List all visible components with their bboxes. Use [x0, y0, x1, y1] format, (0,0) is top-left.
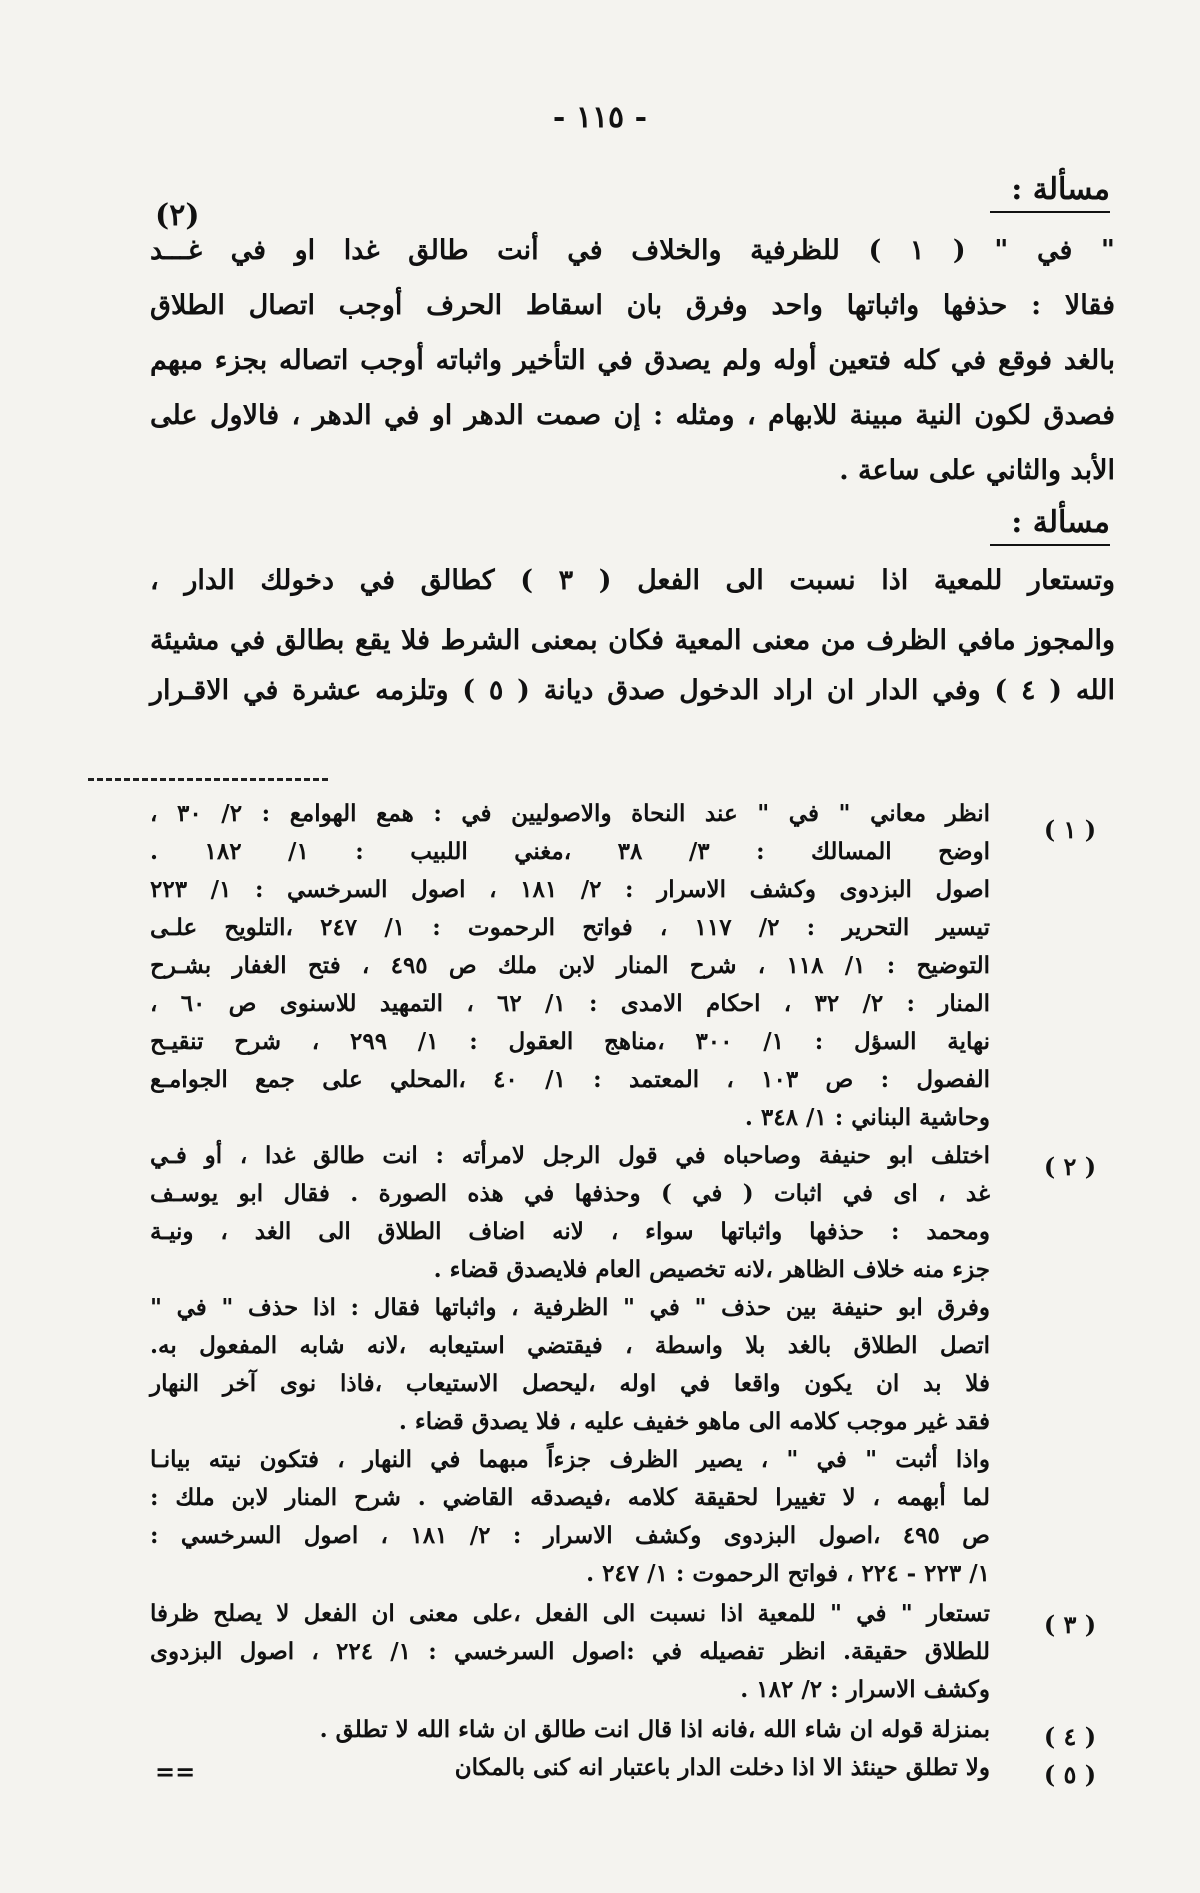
- footnote-line: ولا تطلق حينئذ الا اذا دخلت الدار باعتبار انه كنى بالمكان: [454, 1754, 990, 1781]
- footnote-line: وحاشية البناني : ١/ ٣٤٨ .: [744, 1104, 990, 1131]
- end-mark: ==: [155, 1757, 196, 1786]
- footnote-line: نهاية السؤل : ١/ ٣٠٠ ،مناهج العقول : ١/ ٢٩٩ ، شرح تنقيـح: [150, 1028, 990, 1055]
- marginal-note-marker: (٢): [155, 198, 200, 233]
- footnote-line: تستعار " في " للمعية اذا نسبت الى الفعل ،على معنى ان الفعل لا يصلح ظرفا: [150, 1600, 990, 1627]
- footnote-line: بمنزلة قوله ان شاء الله ،فانه اذا قال انت طالق ان شاء الله لا تطلق .: [319, 1716, 990, 1743]
- footnote-separator: [88, 778, 328, 781]
- footnote-line: ١/ ٢٢٣ - ٢٢٤ ، فواتح الرحموت : ١/ ٢٤٧ .: [586, 1560, 990, 1587]
- body-line: فصدق لكون النية مبينة للابهام ، ومثله : إن صمت الدهر او في الدهر ، فالاول على: [150, 400, 1115, 431]
- footnote-line: اختلف ابو حنيفة وصاحباه في قول الرجل لامرأته : انت طالق غدا ، أو فـي: [150, 1142, 990, 1169]
- footnote-number: ( ٣ ): [1043, 1610, 1097, 1639]
- footnote-number: ( ٥ ): [1043, 1760, 1097, 1789]
- body-line: " في " ( ١ ) للظرفية والخلاف في أنت طالق غدا او في غـــد: [150, 235, 1115, 266]
- footnote-number: ( ٢ ): [1043, 1152, 1097, 1181]
- footnote-line: فلا بد ان يكون واقعا في اوله ،ليحصل الاستيعاب ،فاذا نوى آخر النهار: [150, 1370, 990, 1397]
- body-line: والمجوز مافي الظرف من معنى المعية فكان بمعنى الشرط فلا يقع بطالق في مشيئة: [150, 625, 1115, 656]
- page-number: - ١١٥ -: [552, 100, 648, 135]
- footnote-line: وكشف الاسرار : ٢/ ١٨٢ .: [740, 1676, 990, 1703]
- body-line: فقالا : حذفها واثباتها واحد وفرق بان اسقاط الحرف أوجب اتصال الطلاق: [150, 290, 1115, 321]
- footnote-line: للطلاق حقيقة. انظر تفصيله في :اصول السرخسي : ١/ ٢٢٤ ، اصول البزدوى: [150, 1638, 990, 1665]
- footnote-line: تيسير التحرير : ٢/ ١١٧ ، فواتح الرحموت : ١/ ٢٤٧ ،التلويح علـى: [150, 914, 990, 941]
- footnote-number: ( ١ ): [1043, 815, 1097, 844]
- footnote-line: وفرق ابو حنيفة بين حذف " في " الظرفية ، واثباتها فقال : اذا حذف " في ": [150, 1294, 990, 1321]
- footnote-line: لما أبهمه ، لا تغييرا لحقيقة كلامه ،فيصدقه القاضي . شرح المنار لابن ملك :: [150, 1484, 990, 1511]
- footnote-line: التوضيح : ١/ ١١٨ ، شرح المنار لابن ملك ص ٤٩٥ ، فتح الغفار بشـرح: [150, 952, 990, 979]
- footnote-line: انظر معاني " في " عند النحاة والاصوليين في : همع الهوامع : ٢/ ٣٠ ،: [150, 800, 990, 827]
- body-line: الأبد والثاني على ساعة .: [839, 455, 1115, 486]
- footnote-line: اوضح المسالك : ٣/ ٣٨ ،مغني اللبيب : ١/ ١٨٢ .: [150, 838, 990, 865]
- footnote-number: ( ٤ ): [1043, 1722, 1097, 1751]
- footnote-line: اتصل الطلاق بالغد بلا واسطة ، فيقتضي استيعابه ،لانه شابه المفعول به.: [150, 1332, 990, 1359]
- body-line: بالغد فوقع في كله فتعين أوله ولم يصدق في التأخير واثباته أوجب اتصاله بجزء مبهم: [150, 345, 1115, 376]
- footnote-line: اصول البزدوى وكشف الاسرار : ٢/ ١٨١ ، اصول السرخسي : ١/ ٢٢٣: [150, 876, 990, 903]
- section-heading-2: مسألة :: [990, 505, 1110, 546]
- body-line: وتستعار للمعية اذا نسبت الى الفعل ( ٣ ) كطالق في دخولك الدار ،: [150, 565, 1115, 596]
- footnote-line: ص ٤٩٥ ،اصول البزدوى وكشف الاسرار : ٢/ ١٨١ ، اصول السرخسي :: [150, 1522, 990, 1549]
- footnote-line: المنار : ٢/ ٣٢ ، احكام الامدى : ١/ ٦٢ ، التمهيد للاسنوى ص ٦٠ ،: [150, 990, 990, 1017]
- section-heading-1: مسألة :: [990, 172, 1110, 213]
- body-line: الله ( ٤ ) وفي الدار ان اراد الدخول صدق ديانة ( ٥ ) وتلزمه عشرة في الاقـرار: [150, 675, 1116, 706]
- footnote-line: فقد غير موجب كلامه الى ماهو خفيف عليه ، فلا يصدق قضاء .: [398, 1408, 990, 1435]
- footnote-line: جزء منه خلاف الظاهر ،لانه تخصيص العام فلايصدق قضاء .: [433, 1256, 990, 1283]
- footnote-line: الفصول : ص ١٠٣ ، المعتمد : ١/ ٤٠ ،المحلي على جمع الجوامـع: [150, 1066, 991, 1093]
- footnote-line: ومحمد : حذفها واثباتها سواء ، لانه اضاف الطلاق الى الغد ، ونيـة: [150, 1218, 990, 1245]
- footnote-line: غد ، اى في اثبات ( في ) وحذفها في هذه الصورة . فقال ابو يوسـف: [150, 1180, 990, 1207]
- footnote-line: واذا أثبت " في " ، يصير الظرف جزءاً مبهما في النهار ، فتكون نيته بيانـا: [150, 1446, 990, 1473]
